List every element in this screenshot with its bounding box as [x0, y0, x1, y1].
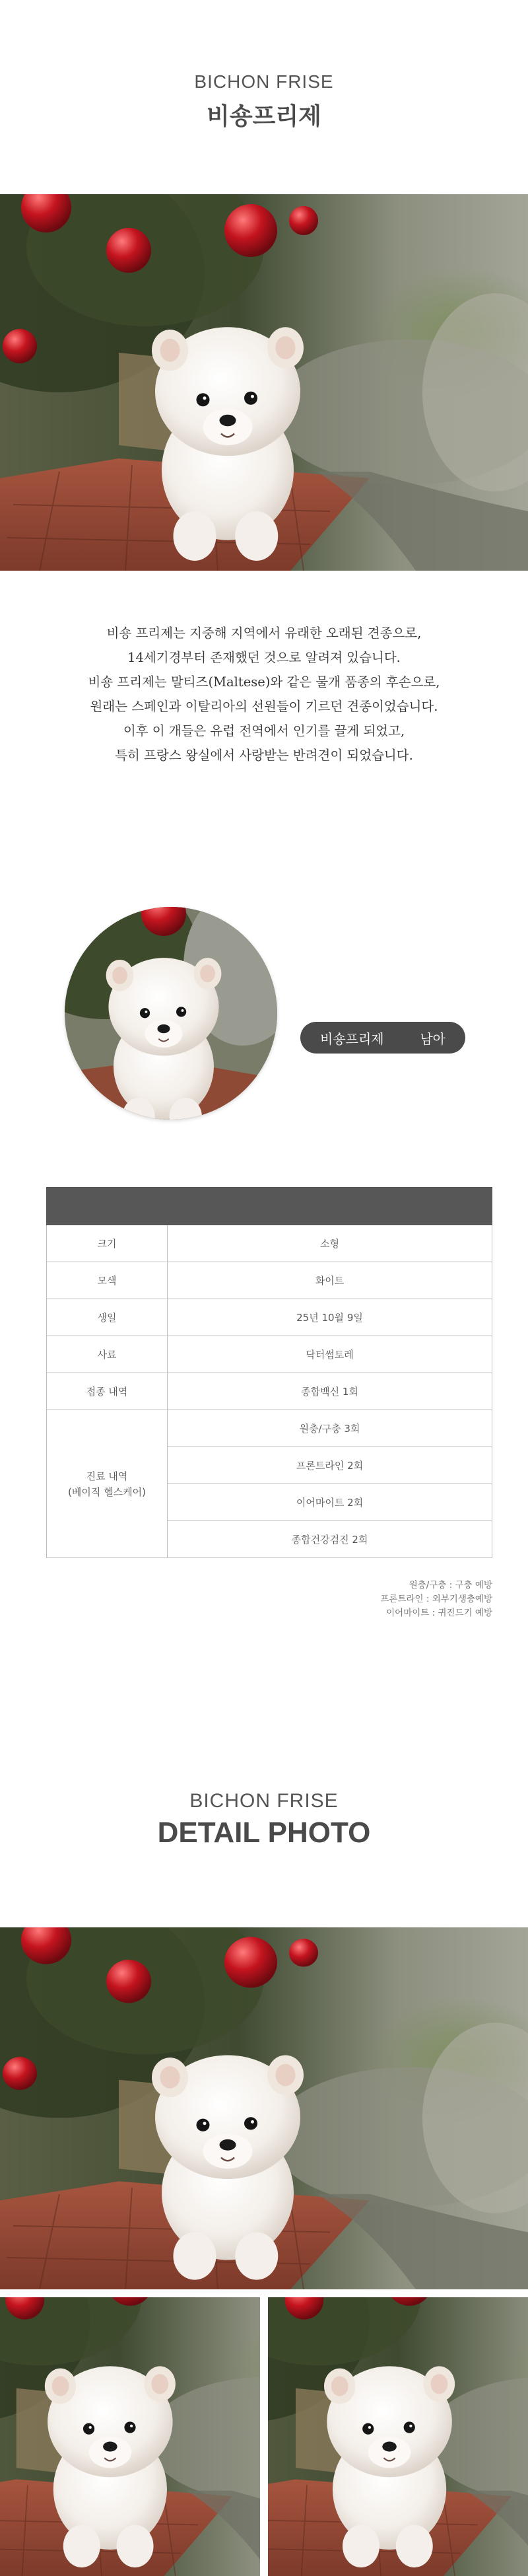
- detail-header: [0, 1790, 528, 1849]
- row-value: 닥터썸토레: [168, 1336, 492, 1373]
- gender-label: 남아: [420, 1030, 446, 1047]
- detail-photo-large: [0, 1927, 528, 2289]
- intro-header: [0, 71, 528, 131]
- care-value: 프론트라인 2회: [168, 1447, 492, 1484]
- care-notes: [380, 1579, 492, 1620]
- row-value: 25년 10월 9일: [168, 1299, 492, 1336]
- note-line: 원충/구충 : 구충 예방: [409, 1580, 492, 1591]
- table-row: [47, 1373, 492, 1410]
- table-header-cell: [168, 1188, 492, 1225]
- intro-line: 비숑 프리제는 지중해 지역에서 유래한 오래된 견종으로,: [106, 626, 422, 641]
- row-label: 접종 내역: [47, 1373, 168, 1410]
- row-label: 사료: [47, 1336, 168, 1373]
- detail-photo-left: [0, 2297, 260, 2576]
- table-header-cell: [47, 1188, 168, 1225]
- intro-line: 비숑 프리제는 말티즈(Maltese)와 같은 물개 품종의 후손으로,: [88, 674, 440, 690]
- detail-title-en: BICHON FRISE: [189, 1790, 339, 1812]
- row-value: 소형: [168, 1225, 492, 1262]
- row-value: 종합백신 1회: [168, 1373, 492, 1410]
- table-row: [47, 1262, 492, 1299]
- intro-line: 이후 이 개들은 유럽 전역에서 인기를 끌게 되었고,: [123, 723, 405, 738]
- care-value: 이어마이트 2회: [168, 1484, 492, 1521]
- profile-badge: [300, 1022, 465, 1054]
- header-title-en: BICHON FRISE: [194, 71, 334, 92]
- row-value: 화이트: [168, 1262, 492, 1299]
- info-table: [46, 1187, 492, 1558]
- detail-photo-right: [268, 2297, 528, 2576]
- table-row: [47, 1410, 492, 1447]
- intro-line: 14세기경부터 존재했던 것으로 알려져 있습니다.: [127, 650, 401, 665]
- care-label-line: (베이직 헬스케어): [68, 1485, 146, 1498]
- care-label-line: 진료 내역: [86, 1470, 128, 1482]
- table-header-row: [47, 1188, 492, 1225]
- header-title-ko: 비숑프리제: [207, 103, 321, 130]
- table-row: [47, 1225, 492, 1262]
- row-label: 모색: [47, 1262, 168, 1299]
- breed-label: 비숑프리제: [320, 1030, 384, 1047]
- profile-photo: [65, 907, 277, 1120]
- row-label: 생일: [47, 1299, 168, 1336]
- hero-photo: [0, 194, 528, 571]
- intro-line: 특히 프랑스 왕실에서 사랑받는 반려견이 되었습니다.: [115, 748, 413, 763]
- care-value: 종합건강검진 2회: [168, 1521, 492, 1558]
- row-label: 크기: [47, 1225, 168, 1262]
- detail-title: DETAIL PHOTO: [157, 1816, 371, 1849]
- note-line: 이어마이트 : 귀진드기 예방: [386, 1608, 492, 1618]
- note-line: 프론트라인 : 외부기생충예방: [380, 1594, 492, 1604]
- table-row: [47, 1299, 492, 1336]
- intro-line: 원래는 스페인과 이탈리아의 선원들이 기르던 견종이었습니다.: [90, 699, 438, 714]
- table-row: [47, 1336, 492, 1373]
- care-value: 원충/구충 3회: [168, 1410, 492, 1447]
- care-label: [47, 1410, 168, 1558]
- intro-description: [0, 621, 528, 768]
